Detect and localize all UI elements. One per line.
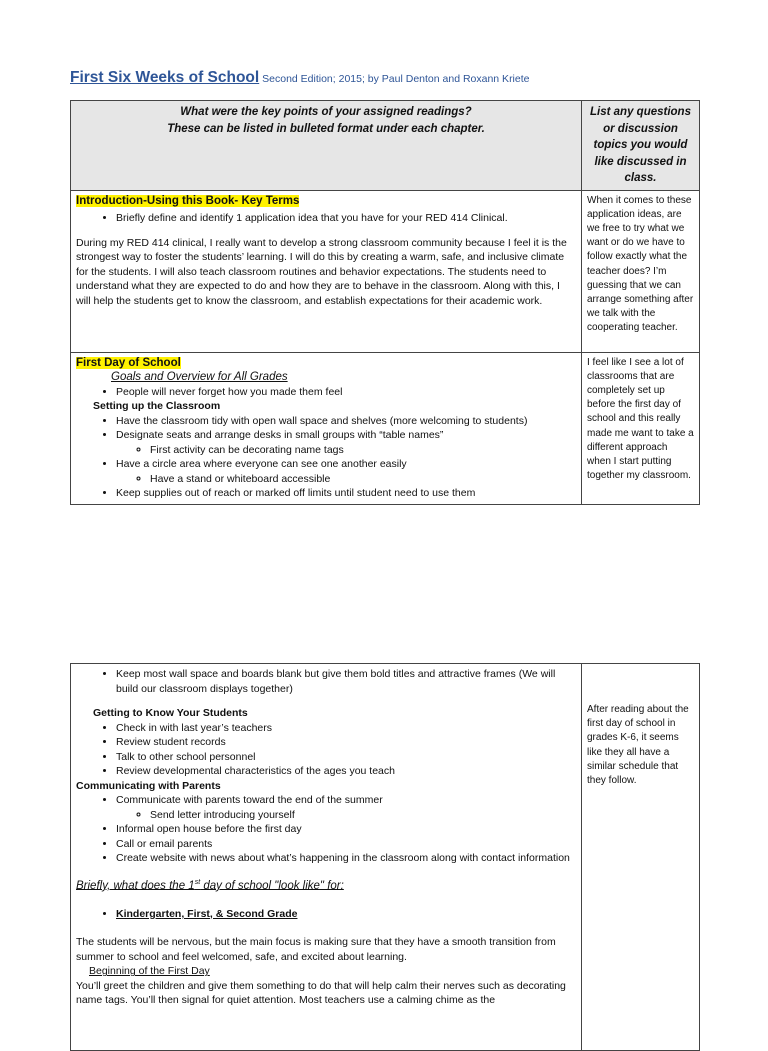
list-item [116, 457, 576, 486]
header-row [71, 101, 700, 191]
schedule-question [582, 664, 700, 1051]
list-item-text: Designate seats and arrange desks in small groups with “table names” [116, 429, 444, 441]
first-day-question: I feel like I see a lot of classrooms that are completely set up before the first day of school and this really made me want to take a different approach when I start putting together my classroom. [582, 352, 700, 504]
document-title-line [70, 71, 530, 87]
sub-list-item: ◦ Send letter introducing yourself [150, 808, 576, 823]
list-item: • Briefly define and identify 1 application idea that you have for your RED 414 Clinical. [116, 211, 576, 226]
document-subtitle: Second Edition; 2015; by Paul Denton and Roxann Kriete [262, 73, 530, 85]
spacer [587, 667, 694, 703]
setup-bullets [76, 414, 576, 501]
list-item: • Call or email parents [116, 837, 576, 852]
list-item: • Informal open house before the first day [116, 822, 576, 837]
know-students-bullets [76, 721, 576, 779]
grade-bullets [76, 907, 576, 922]
parents-bullets [76, 793, 576, 866]
introduction-cell [71, 190, 582, 352]
list-item [116, 428, 576, 457]
introduction-bullets [76, 211, 576, 226]
document-title: First Six Weeks of School [70, 69, 260, 86]
first-day-question-prompt [76, 876, 576, 893]
beginning-label: Beginning of the First Day [89, 965, 210, 978]
spacer [76, 866, 576, 876]
grade-paragraph: The students will be nervous, but the main focus is making sure that they have a smooth transition from summer to school and feel welcomed, safe, and excited about learning. [76, 936, 556, 963]
schedule-question-text: After reading about the first day of school in grades K-6, it seems like they all have a similar schedule that they follow. [587, 704, 689, 787]
sub-list-item: ◦ Have a stand or whiteboard accessible [150, 472, 576, 487]
sub-list-item: ◦ First activity can be decorating name tags [150, 443, 576, 458]
list-item-text: Communicate with parents toward the end of the summer [116, 794, 383, 806]
list-item: • Have the classroom tidy with open wall space and shelves (more welcoming to students) [116, 414, 576, 429]
list-item: • Keep supplies out of reach or marked off limits until student need to use them [116, 486, 576, 501]
key-points-header-line1: What were the key points of your assigned readings? [180, 106, 472, 118]
continued-cell [71, 664, 582, 1051]
list-item-text: Have a circle area where everyone can see one another easily [116, 458, 407, 470]
first-day-row [71, 352, 700, 504]
prompt-suffix: day of school "look like" for: [200, 879, 344, 892]
goals-bullets [76, 385, 576, 400]
prompt-superscript: st [194, 878, 201, 886]
spacer [76, 893, 576, 907]
goals-subheading: Goals and Overview for All Grades [111, 371, 288, 383]
key-points-header-line2: These can be listed in bulleted format under each chapter. [167, 122, 485, 135]
list-item [116, 793, 576, 822]
introduction-paragraph: During my RED 414 clinical, I really want to develop a strong classroom community because I feel it is the strongest way to foster the students’ learning. I will do this by creating a warm, safe, and inclusive climate for the students. I will also teach classroom routines and behavior expectations. The students need to understand what they are expected to do and how they are to behave in the classroom. Along with this, I will help the students get to know the classroom, and establish expectations for their academic work. [76, 236, 567, 307]
questions-header: List any questions or discussion topics you would like discussed in class. [582, 101, 700, 191]
sub-bullets [116, 443, 576, 458]
first-day-cell [71, 352, 582, 504]
sub-bullets [116, 472, 576, 487]
walls-bullets [76, 667, 576, 696]
list-item: • Talk to other school personnel [116, 750, 576, 765]
first-day-heading: First Day of School [76, 356, 181, 369]
spacer [76, 921, 576, 935]
continued-row [71, 664, 700, 1051]
list-item: • Review student records [116, 735, 576, 750]
parents-label: Communicating with Parents [76, 779, 221, 792]
list-item: • Review developmental characteristics of the ages you teach [116, 764, 576, 779]
readings-table-page2 [70, 663, 700, 1051]
sub-bullets [116, 808, 576, 823]
list-item: • Keep most wall space and boards blank but give them bold titles and attractive frames (We will build our classroom displays together) [116, 667, 576, 696]
list-item: • People will never forget how you made them feel [116, 385, 576, 400]
readings-table-page1 [70, 100, 700, 505]
spacer [76, 696, 576, 706]
introduction-question: When it comes to these application ideas, are we free to try what we want or do we have to follow exactly what the teacher does? I’m guessing that we can arrange something after we talk with the cooperating teacher. [582, 190, 700, 352]
introduction-heading: Introduction-Using this Book- Key Terms [76, 194, 300, 207]
setup-label: Setting up the Classroom [93, 400, 221, 412]
know-students-label: Getting to Know Your Students [93, 707, 248, 719]
beginning-paragraph: You’ll greet the children and give them something to do that will help calm their nerves such as decorating name tags. You’ll then signal for quiet attention. Most teachers use a calming chime as the [76, 979, 566, 1007]
prompt-prefix: Briefly, what does the 1 [76, 879, 195, 892]
list-item: • Check in with last year’s teachers [116, 721, 576, 736]
spacer [76, 226, 576, 236]
list-item: • Create website with news about what’s happening in the classroom along with contact information [116, 851, 576, 866]
introduction-row [71, 190, 700, 352]
grade-label: • Kindergarten, First, & Second Grade [116, 907, 576, 922]
key-points-header [71, 101, 582, 191]
